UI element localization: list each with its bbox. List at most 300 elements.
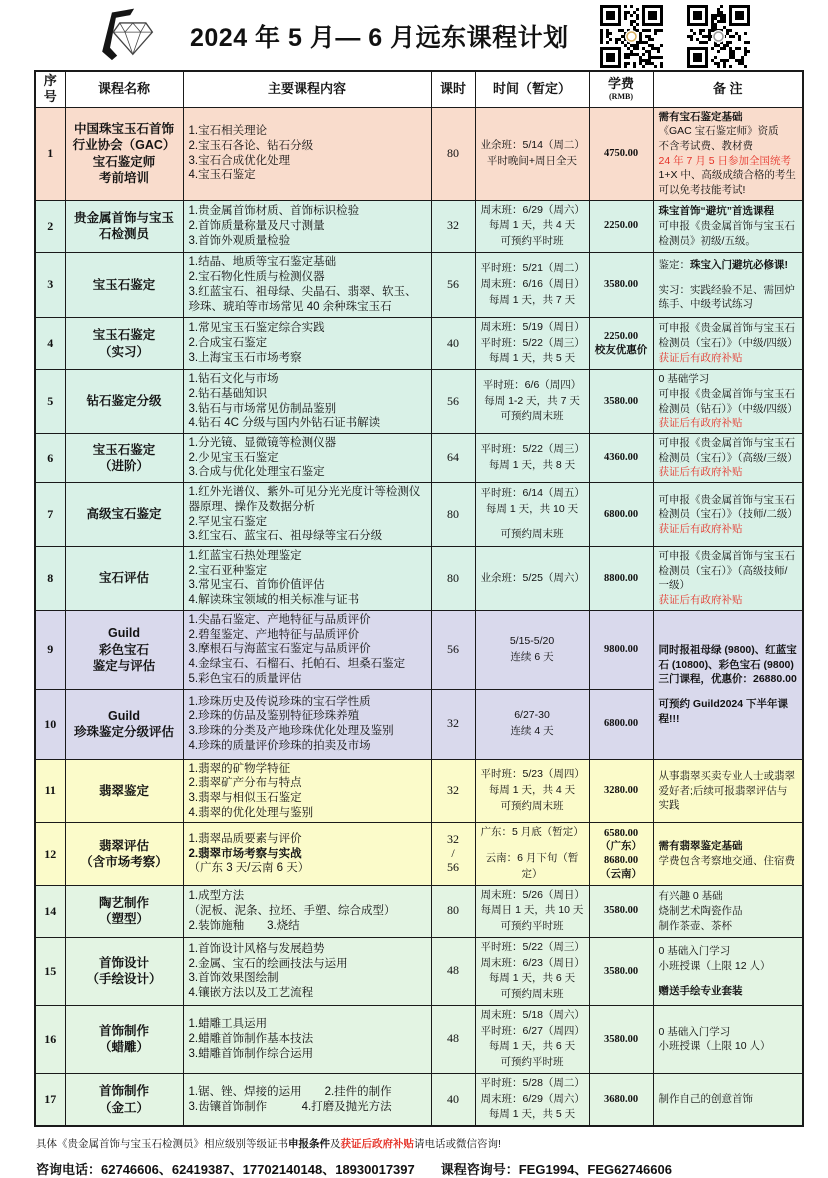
cell-fee (589, 483, 653, 547)
cell-course-name (65, 200, 183, 252)
cell-line: 2.少见宝玉石鉴定 (188, 451, 279, 464)
cell-line: 0 基础入门学习 (658, 945, 731, 958)
col-header-notes: 备 注 (653, 71, 803, 107)
cell-line: 2.碧玺鉴定、产地特征与品质评价 (188, 628, 360, 641)
cell-line: 8 (47, 570, 54, 585)
cell-line: 可申报《贵金属首饰与宝玉石检测员（宝石）》（中级/四级） (658, 322, 798, 350)
cell-no (35, 1073, 65, 1126)
cell-line: 4.宝玉石鉴定 (188, 169, 256, 182)
cell-line: 小班授课（上限 10 人） (658, 1040, 771, 1053)
cell-line: 周末班：5/26（周日） (480, 888, 585, 901)
cell-fee (589, 1005, 653, 1073)
col-header-hours: 课时 (431, 71, 475, 107)
cell-line: 56 (447, 276, 459, 291)
cell-course-name (65, 483, 183, 547)
cell-line: 平时班：6/14（周五） (480, 486, 585, 499)
cell-line: 3 (47, 277, 54, 292)
cell-notes (653, 107, 803, 200)
cell-line: 11 (44, 783, 56, 798)
cell-line: 14 (44, 903, 57, 918)
cell-line: 每周 1 天，共 5 天 (488, 352, 576, 365)
cell-no (35, 370, 65, 434)
cell-line: 鉴定与评估 (92, 658, 156, 673)
cell-hours (431, 759, 475, 823)
course-row (35, 317, 803, 369)
cell-notes (653, 823, 803, 885)
cell-line: 6/27-30 (514, 709, 550, 722)
cell-line: 平时班：5/23（周四） (480, 768, 585, 781)
cell-line: 2250.00 (603, 330, 639, 342)
cell-content (183, 823, 431, 885)
course-row (35, 434, 803, 483)
cell-line: 3.常见宝石、首饰价值评估 (188, 579, 325, 592)
cell-line: 3.齿镶首饰制作 4.打磨及抛光方法 (188, 1100, 392, 1113)
course-row (35, 937, 803, 1005)
cell-line: 需有宝石鉴定基础 (658, 110, 743, 123)
header-row (35, 71, 803, 107)
cell-line: 平时班：5/22（周三） (480, 443, 585, 456)
cell-no (35, 610, 65, 689)
cell-line: 可预约周末班 (500, 528, 564, 541)
cell-course-name (65, 434, 183, 483)
cell-content (183, 937, 431, 1005)
cell-notes (653, 1073, 803, 1126)
cell-line: 平时班：5/22（周三） (480, 336, 585, 349)
cell-line: 获证后有政府补贴 (658, 466, 743, 479)
cell-content (183, 689, 431, 759)
cell-line: 有兴趣 0 基础 (658, 890, 723, 903)
cell-hours (431, 823, 475, 885)
cell-line: 1+X 中、高级成绩合格的考生 (658, 169, 796, 182)
cell-line: 80 (447, 145, 459, 160)
cell-hours (431, 610, 475, 689)
cell-line: 7 (47, 507, 54, 522)
cell-line: 获证后有政府补贴 (658, 594, 743, 607)
cell-line: 考前培训 (98, 170, 149, 185)
cell-fee (589, 317, 653, 369)
cell-hours (431, 937, 475, 1005)
cell-time (475, 610, 589, 689)
cell-line: 0 基础学习 (658, 373, 710, 386)
cell-notes (653, 937, 803, 1005)
cell-line: 1.常见宝玉石鉴定综合实践 (188, 322, 325, 335)
cell-content (183, 200, 431, 252)
cell-line: 宝石鉴定师 (92, 154, 156, 169)
cell-line: 连续 6 天 (510, 650, 554, 663)
cell-line: （金工） (98, 1100, 149, 1115)
cell-line: 可预约周末班 (500, 799, 564, 812)
cell-notes (653, 759, 803, 823)
cell-line: 2.装饰施釉 3.烧结 (188, 919, 300, 932)
cell-line: 32 (447, 218, 459, 233)
cell-line: 周末班：6/29（周六） (480, 203, 585, 216)
cell-line: 2.宝石亚种鉴定 (188, 564, 268, 577)
cell-line: 6800.00 (603, 508, 639, 520)
cell-fee (589, 759, 653, 823)
cell-line: 赠送手绘专业套装 (658, 984, 743, 997)
cell-content (183, 252, 431, 317)
cell-line: 每周 1 天，共 6 天 (488, 972, 576, 985)
qr-code-group (600, 5, 750, 68)
cell-fee (589, 610, 653, 689)
cell-content (183, 547, 431, 611)
cell-line: （蜡雕） (98, 1040, 149, 1055)
cell-line: 每周 1 天，共 7 天 (488, 293, 576, 306)
cell-line: 4.珍珠的质量评价珍珠的拍卖及市场 (188, 739, 371, 752)
cell-line: 周末班：6/16（周日） (480, 278, 585, 290)
cell-no (35, 434, 65, 483)
cell-line: 1.翡翠的矿物学特征 (188, 762, 291, 775)
text-segment: 获证后政府补贴 (340, 1138, 414, 1151)
cell-content (183, 370, 431, 434)
cell-line: 云南：6 月下旬（暂定） (485, 852, 579, 880)
cell-line: 陶艺制作 (98, 896, 149, 910)
cell-line: 钻石鉴定分级 (86, 394, 162, 409)
text-segment: 申报条件 (288, 1138, 330, 1151)
cell-course-name (65, 823, 183, 885)
cell-line: Guild (108, 626, 140, 641)
cell-line: 翡翠鉴定 (98, 783, 149, 798)
cell-line: 2.珍珠的仿品及鉴别特征珍珠养殖 (188, 710, 360, 723)
cell-line: 彩色宝石 (98, 642, 149, 657)
cell-line: 9 (47, 642, 54, 657)
cell-line: Guild (108, 708, 140, 723)
cell-fee (589, 885, 653, 937)
cell-notes (653, 885, 803, 937)
cell-line: / (451, 846, 455, 861)
course-row (35, 885, 803, 937)
course-row (35, 1005, 803, 1073)
page-footer (36, 1136, 796, 1178)
cell-fee (589, 823, 653, 885)
cell-line: 业余班：5/14（周二） (480, 138, 585, 151)
cell-line: 从事翡翠买卖专业人士或翡翠爱好者;后续可报翡翠评估与实践 (658, 769, 795, 812)
cell-notes (653, 1005, 803, 1073)
cell-course-name (65, 689, 183, 759)
course-row (35, 1073, 803, 1126)
cell-line: 制作自己的创意首饰 (658, 1093, 753, 1106)
cell-line: 17 (44, 1092, 57, 1106)
cell-no (35, 885, 65, 937)
cell-line: 12 (44, 846, 57, 861)
cell-notes (653, 252, 803, 317)
cell-time (475, 689, 589, 759)
cell-course-name (65, 1005, 183, 1073)
cell-line: 可预约平时班 (500, 235, 564, 248)
cell-line: 48 (447, 963, 459, 978)
cell-course-name (65, 317, 183, 369)
cell-line: （广东） (600, 841, 642, 853)
text-segment: 请电话或微信咨询! (414, 1138, 501, 1151)
cell-line: 可申报《贵金属首饰与宝玉石检测员（钻石）》（中级/四级） (658, 387, 798, 415)
cell-line: 40 (447, 335, 459, 350)
cell-line: 需有翡翠鉴定基础 (658, 840, 743, 853)
cell-no (35, 252, 65, 317)
cell-line: 8680.00 (603, 855, 639, 866)
cell-line: 翡翠评估 (98, 838, 149, 853)
course-row (35, 547, 803, 611)
cell-line: 宝玉石鉴定 (92, 442, 156, 457)
header-text: 号 (43, 89, 57, 105)
cell-hours (431, 252, 475, 317)
cell-line: 1.珍珠历史及传说珍珠的宝石学性质 (188, 695, 371, 708)
col-header-name: 课程名称 (65, 71, 183, 107)
course-row (35, 252, 803, 317)
cell-line: 连续 4 天 (510, 725, 554, 737)
cell-line: 2.金属、宝石的绘画技法与运用 (188, 957, 348, 970)
cell-line: 2.翡翠市场考察与实战 (188, 847, 302, 860)
footer-note (36, 1136, 796, 1151)
cell-content (183, 317, 431, 369)
cell-line: 2.宝玉石各论、钻石分级 (188, 139, 314, 152)
cell-line: 80 (447, 570, 459, 585)
cell-line: 48 (447, 1031, 459, 1046)
header-text: 学费 (607, 76, 634, 92)
cell-line: 3580.00 (603, 1033, 639, 1045)
cell-hours (431, 200, 475, 252)
cell-content (183, 434, 431, 483)
cell-no (35, 547, 65, 611)
cell-line: 1.首饰设计风格与发展趋势 (188, 942, 325, 955)
cell-line: 40 (447, 1091, 459, 1106)
cell-no (35, 1005, 65, 1073)
cell-line: 周末班：6/23（周日） (480, 956, 585, 969)
cell-line: 可预约平时班 (500, 920, 564, 933)
cell-time (475, 759, 589, 823)
cell-time (475, 1005, 589, 1073)
cell-content (183, 885, 431, 937)
cell-time (475, 937, 589, 1005)
cell-line: 平时班：6/27（周四） (480, 1024, 585, 1037)
col-header-content: 主要课程内容 (183, 71, 431, 107)
cell-no (35, 759, 65, 823)
cell-course-name (65, 547, 183, 611)
cell-content (183, 107, 431, 200)
cell-line: 《GAC 宝石鉴定师》资质 (658, 125, 779, 138)
cell-line: 首饰设计 (98, 956, 149, 971)
cell-line: 宝玉石鉴定 (92, 328, 156, 343)
qr-code-right (687, 5, 750, 68)
cell-line: 1.尖晶石鉴定、产地特征与品质评价 (188, 613, 371, 626)
cell-time (475, 200, 589, 252)
cell-line: 6 (47, 450, 54, 465)
cell-line: 80 (447, 903, 459, 918)
cell-line: 1.蜡雕工具运用 (188, 1018, 268, 1031)
cell-line: 5/15-5/20 (509, 634, 555, 647)
cell-line: 每周 1 天，共 6 天 (488, 1040, 576, 1053)
cell-line: 3.红宝石、蓝宝石、祖母绿等宝石分级 (188, 530, 383, 543)
cell-line: 可申报《贵金属首饰与宝玉石检测员（宝石）》（高级/三级） (658, 437, 798, 464)
cell-notes (653, 610, 803, 759)
cell-line: 业余班：5/25（周六） (480, 571, 585, 584)
cell-no (35, 200, 65, 252)
header-subtext: (RMB) (609, 92, 633, 102)
page-header (0, 0, 828, 64)
course-row (35, 200, 803, 252)
cell-line: 1.红蓝宝石热处理鉴定 (188, 550, 302, 563)
cell-content (183, 610, 431, 689)
cell-time (475, 483, 589, 547)
cell-line: （泥板、泥条、拉坯、手塑、综合成型） (188, 904, 396, 917)
cell-line: 首饰制作 (98, 1024, 149, 1039)
cell-line: 周末班：6/29（周六） (480, 1092, 585, 1105)
cell-line: 4.金绿宝石、石榴石、托帕石、坦桑石鉴定 (188, 658, 406, 671)
cell-hours (431, 434, 475, 483)
cell-line: 2.首饰质量称量及尺寸测量 (188, 219, 325, 232)
cell-line: 24 年 7 月 5 日参加全国统考 (658, 154, 791, 167)
cell-line: 2.合成宝石鉴定 (188, 337, 268, 350)
cell-line (481, 841, 584, 851)
cell-content (183, 759, 431, 823)
course-row (35, 370, 803, 434)
diamond-book-logo (90, 6, 160, 66)
footer-contacts: 咨询电话：62746606、62419387、17702140148、18930017397 课程咨询号：FEG1994、FEG62746606 (36, 1162, 672, 1178)
cell-fee (589, 200, 653, 252)
cell-line: 32 (447, 832, 459, 847)
cell-line: 1.钻石文化与市场 (188, 373, 279, 386)
cell-line: 可预约平时班 (500, 1056, 564, 1069)
cell-content (183, 1005, 431, 1073)
cell-line: 珍珠鉴定分级评估 (73, 725, 174, 739)
cell-line: 获证后有政府补贴 (658, 417, 743, 430)
cell-line: 2.翡翠矿产分布与特点 (188, 777, 302, 790)
cell-line: 首饰制作 (98, 1084, 149, 1099)
cell-line: （云南） (600, 868, 642, 880)
cell-line: 每周 1-2 天，共 7 天 (484, 394, 580, 407)
cell-line: （实习） (98, 344, 149, 359)
cell-line: 实习：实践经验不足、需回炉练手、中级考试练习 (658, 283, 795, 311)
cell-line: 3.翡翠与相似玉石鉴定 (188, 791, 302, 804)
cell-line: 可申报《贵金属首饰与宝玉石检测员（宝石）》（技师/二级） (658, 493, 798, 521)
course-row (35, 759, 803, 823)
cell-line: 校友优惠价 (594, 344, 648, 356)
cell-course-name (65, 1073, 183, 1126)
cell-notes (653, 434, 803, 483)
cell-line: 3.钻石与市场常见仿制品鉴别 (188, 402, 337, 415)
cell-line: 每周 1 天，共 4 天 (488, 219, 576, 232)
cell-line: 4.镶嵌方法以及工艺流程 (188, 987, 314, 1000)
cell-hours (431, 1005, 475, 1073)
cell-line: 中国珠宝玉石首饰 (73, 122, 174, 137)
cell-fee (589, 107, 653, 200)
cell-line: 32 (447, 716, 459, 731)
cell-notes (653, 317, 803, 369)
cell-line: 可预约周末班 (500, 988, 564, 1001)
cell-line: 3.摩根石与海蓝宝石鉴定与品质评价 (188, 643, 371, 656)
cell-line: 8800.00 (603, 572, 639, 584)
course-row (35, 107, 803, 200)
course-table (34, 70, 804, 1127)
cell-line: 3680.00 (603, 1093, 639, 1105)
cell-fee (589, 252, 653, 317)
cell-line (481, 517, 584, 527)
cell-hours (431, 885, 475, 937)
cell-fee (589, 1073, 653, 1126)
cell-hours (431, 317, 475, 369)
cell-line: 周末班：5/19（周日） (480, 320, 585, 333)
cell-line: 56 (447, 393, 459, 408)
cell-line: 1.红外光谱仪、紫外-可见分光光度计等检测仪器原理、操作及数据分析 (188, 486, 421, 513)
cell-line: 0 基础入门学习 (658, 1025, 731, 1038)
cell-time (475, 107, 589, 200)
cell-fee (589, 937, 653, 1005)
cell-hours (431, 689, 475, 759)
cell-time (475, 370, 589, 434)
cell-course-name (65, 885, 183, 937)
cell-line (659, 687, 798, 697)
cell-line: （进阶） (98, 459, 149, 474)
cell-line: 2.蜡雕首饰制作基本技法 (188, 1033, 314, 1046)
cell-line: 平时班：5/22（周三） (480, 940, 585, 953)
cell-fee (589, 547, 653, 611)
cell-line: 1.宝石相关理论 (188, 125, 268, 138)
cell-line: 宝玉石鉴定 (92, 277, 156, 292)
text-segment: 及 (330, 1138, 341, 1151)
cell-line: 3.上海宝玉石市场考察 (188, 351, 302, 364)
cell-time (475, 547, 589, 611)
course-row (35, 483, 803, 547)
cell-line: 每周日 1 天，共 10 天 (480, 904, 584, 917)
cell-line: 9800.00 (603, 643, 639, 655)
course-row (35, 823, 803, 885)
cell-no (35, 937, 65, 1005)
cell-line: 56 (447, 859, 459, 874)
cell-line: 小班授课（上限 12 人） (658, 960, 771, 973)
cell-line: 2.罕见宝石鉴定 (188, 515, 268, 528)
cell-line: 制作茶壶、茶杯 (658, 919, 732, 932)
col-header-fee (589, 71, 653, 107)
cell-line: 4.钻石 4C 分级与国内外钻石证书解读 (188, 417, 381, 430)
cell-time (475, 1073, 589, 1126)
cell-line: 可预约 Guild2024 下半年课程!!! (658, 698, 789, 725)
cell-line: 10 (44, 716, 57, 731)
cell-no (35, 689, 65, 759)
cell-line: 32 (447, 783, 459, 798)
col-header-time: 时间（暂定） (475, 71, 589, 107)
cell-line: 1 (47, 146, 54, 161)
cell-line: 平时班：5/28（周二） (480, 1076, 585, 1089)
cell-notes (653, 547, 803, 611)
cell-hours (431, 1073, 475, 1126)
cell-fee (589, 434, 653, 483)
cell-line: 不含考试费、教材费 (658, 139, 753, 152)
cell-line: 获证后有政府补贴 (658, 351, 743, 364)
cell-course-name (65, 107, 183, 200)
cell-line: 宝石评估 (98, 571, 149, 586)
cell-line: 3.蜡雕首饰制作综合运用 (188, 1047, 314, 1060)
cell-line: 2250.00 (603, 220, 639, 232)
cell-line: 平时班：6/6（周四） (482, 378, 582, 391)
cell-line: 学费包含考察地交通、住宿费 (658, 855, 795, 867)
qr-code-left (600, 5, 663, 68)
cell-hours (431, 107, 475, 200)
cell-line: （含市场考察） (80, 855, 168, 869)
cell-line: 贵金属首饰与宝玉 (73, 211, 174, 225)
cell-line: 3.珍珠的分类及产地珍珠优化处理及鉴别 (188, 725, 394, 737)
cell-time (475, 317, 589, 369)
cell-line: 3.宝石合成优化处理 (188, 154, 291, 167)
cell-line: 1.成型方法 (188, 890, 245, 903)
col-header-no (35, 71, 65, 107)
cell-notes (653, 200, 803, 252)
page-title: 2024 年 5 月— 6 月远东课程计划 (190, 24, 569, 52)
cell-fee (589, 689, 653, 759)
cell-line: 3.合成与优化处理宝石鉴定 (188, 466, 325, 479)
cell-line: 3.红蓝宝石、祖母绿、尖晶石、翡翠、软玉、珍珠、琥珀等市场常见 40 余种珠宝玉石 (188, 285, 417, 313)
cell-line: 3.首饰效果图绘制 (188, 972, 279, 985)
cell-line: 6580.00 (603, 827, 639, 839)
cell-line: 4750.00 (603, 147, 639, 159)
